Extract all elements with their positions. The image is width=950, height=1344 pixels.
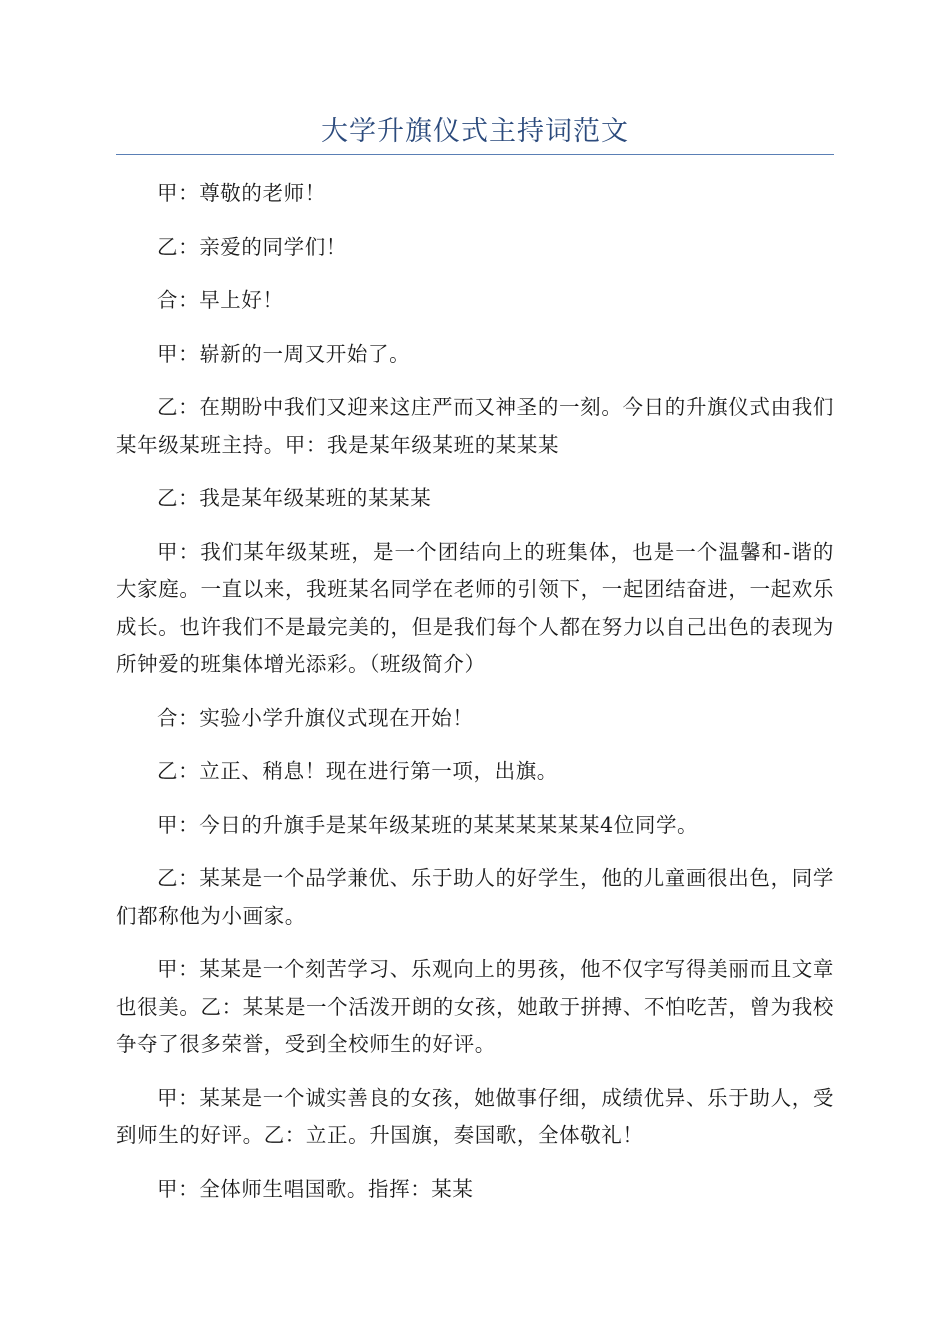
paragraph: 甲：某某是一个诚实善良的女孩，她做事仔细，成绩优异、乐于助人，受到师生的好评。乙：立正。升国旗，奏国歌，全体敬礼！ (116, 1085, 834, 1147)
paragraph: 乙：在期盼中我们又迎来这庄严而又神圣的一刻。今日的升旗仪式由我们某年级某班主持。甲：我是某年级某班的某某某 (116, 395, 834, 457)
document-title: 大学升旗仪式主持词范文 (321, 116, 629, 147)
paragraph: 乙：立正、稍息！现在进行第一项，出旗。 (157, 759, 558, 783)
paragraph: 甲：某某是一个刻苦学习、乐观向上的男孩，他不仅字写得美丽而且文章也很美。乙：某某是一个活泼开朗的女孩，她敢于拼搏、不怕吃苦，曾为我校争夺了很多荣誉，受到全校师生的好评。 (116, 957, 834, 1056)
paragraph: 甲：尊敬的老师！ (157, 181, 326, 205)
paragraph: 乙：某某是一个品学兼优、乐于助人的好学生，他的儿童画很出色，同学们都称他为小画家。 (116, 866, 834, 928)
paragraph: 甲：今日的升旗手是某年级某班的某某某某某某4位同学。 (157, 812, 699, 837)
paragraph: 合：实验小学升旗仪式现在开始！ (157, 705, 474, 730)
paragraph: 甲：崭新的一周又开始了。 (157, 341, 411, 366)
paragraph: 乙：我是某年级某班的某某某 (157, 486, 432, 510)
document-body (116, 175, 834, 1224)
paragraph: 合：早上好！ (157, 288, 284, 312)
title-underline (116, 154, 834, 155)
paragraph: 乙：亲爱的同学们！ (157, 234, 347, 259)
paragraph: 甲：我们某年级某班，是一个团结向上的班集体，也是一个温馨和-谐的大家庭。一直以来，我班某名同学在老师的引领下，一起团结奋进，一起欢乐成长。也许我们不是最完美的，但是我们每个人都在努力以自己出色的表现为所钟爱的班集体增光添彩。（班级简介） (116, 539, 834, 676)
paragraph: 甲：全体师生唱国歌。指挥：某某 (157, 1176, 474, 1201)
